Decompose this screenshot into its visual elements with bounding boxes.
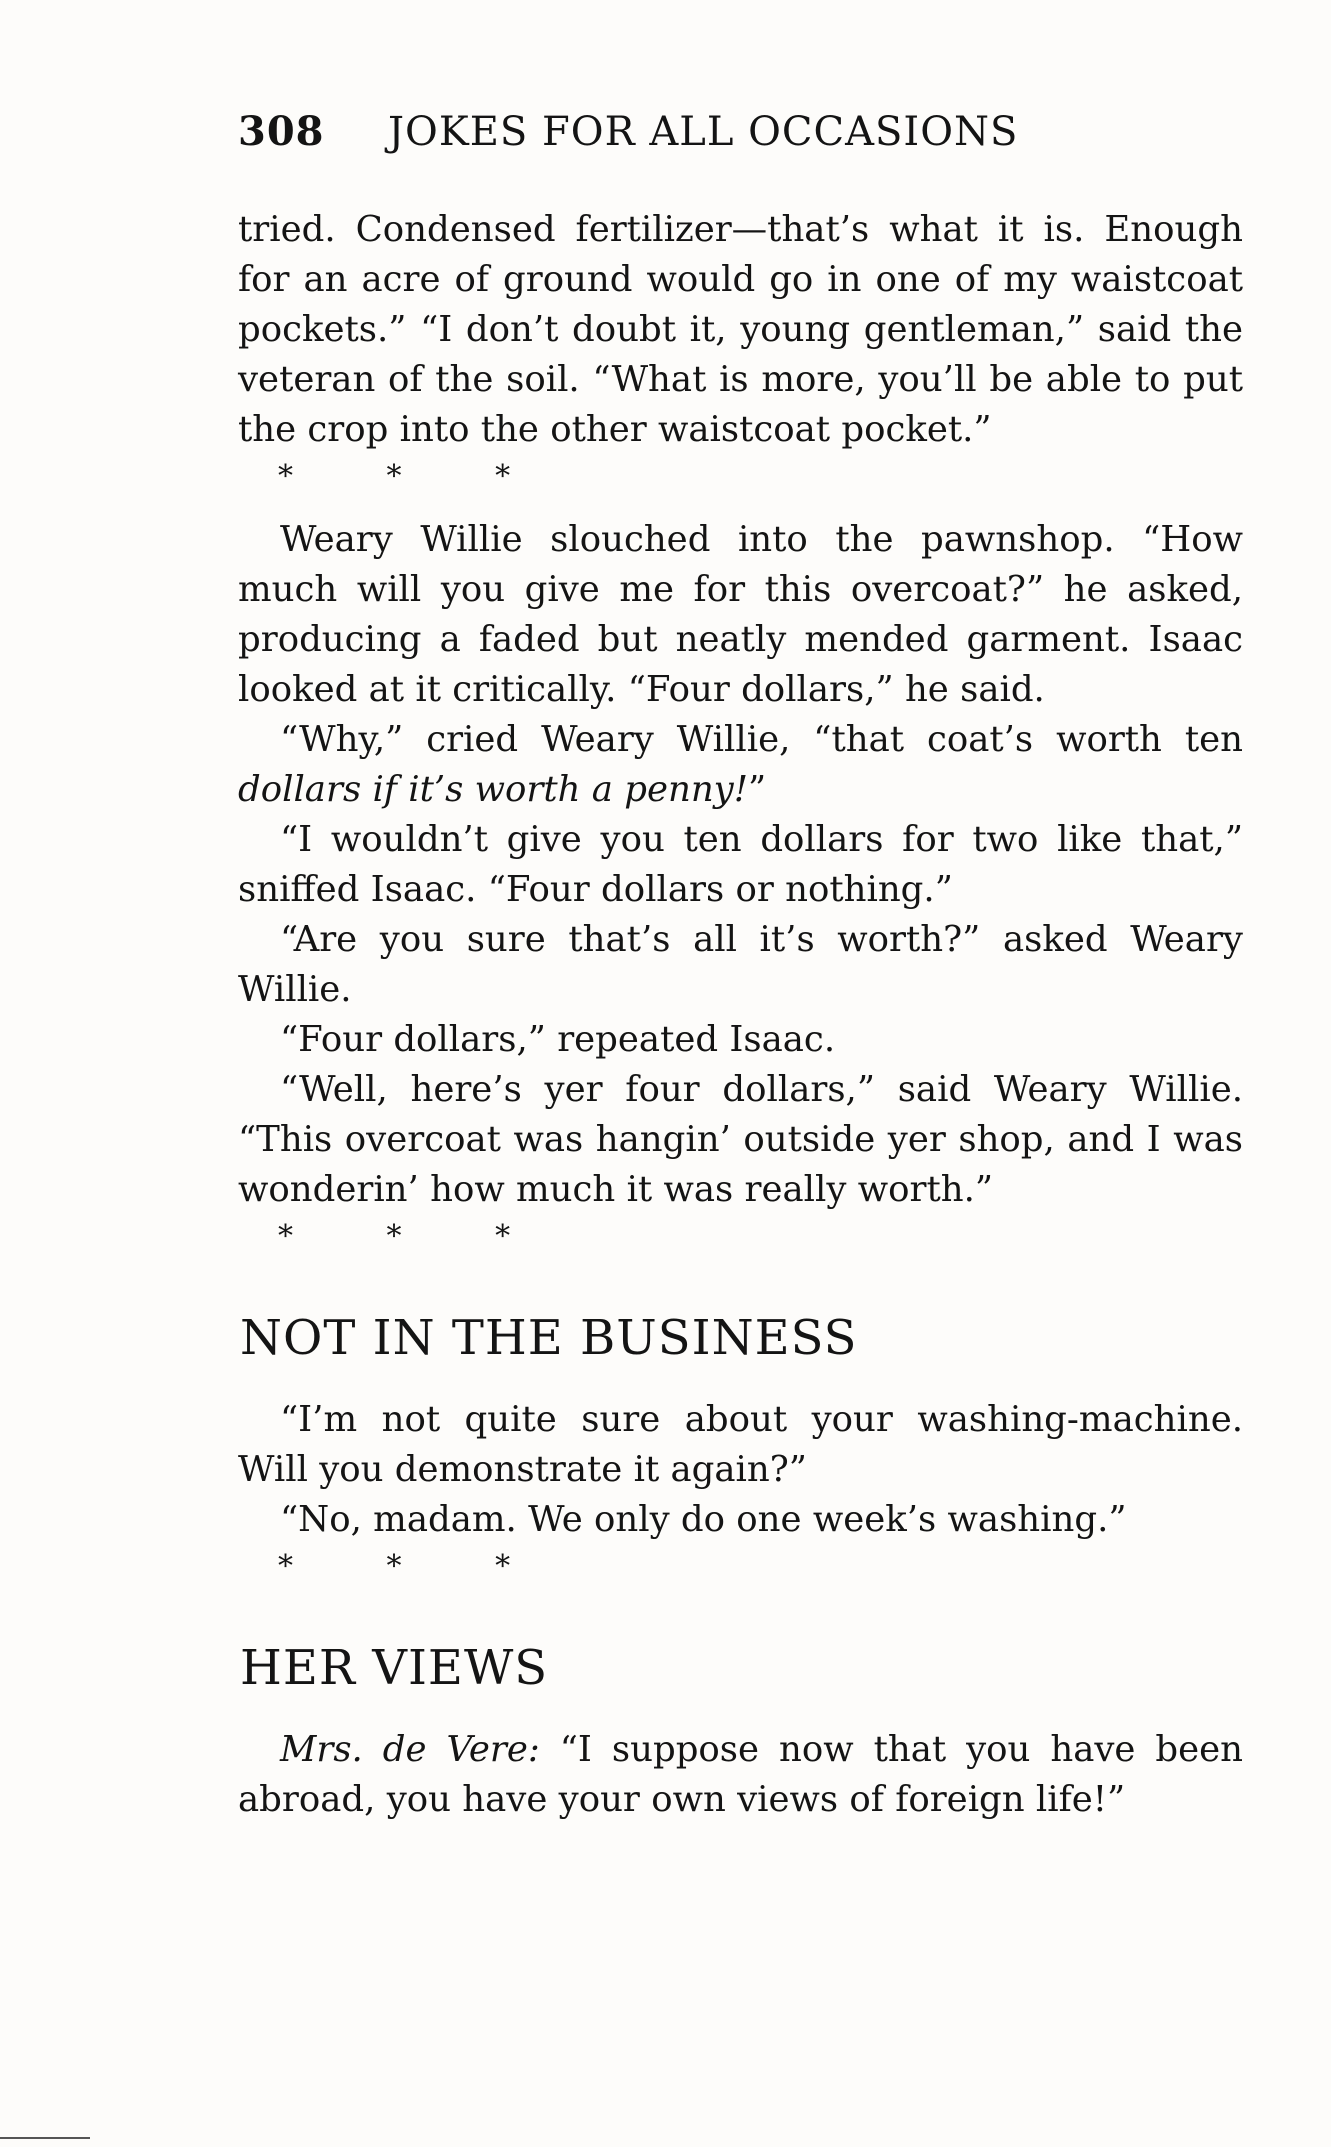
section-separator: * * * xyxy=(278,1219,553,1254)
running-title: JOKES FOR ALL OCCASIONS xyxy=(388,109,1019,155)
paragraph: “I wouldn’t give you ten dollars for two like that,” sniffed Isaac. “Four dollars or nothing.” xyxy=(238,819,1243,910)
text-block-pawnshop xyxy=(238,515,1243,1257)
section-heading: NOT IN THE BUSINESS xyxy=(240,1310,858,1366)
page-number: 308 xyxy=(238,108,325,155)
paragraph: “No, madam. We only do one week’s washing.” xyxy=(280,1499,1127,1540)
section-separator: * * * xyxy=(278,1549,553,1584)
section-heading: HER VIEWS xyxy=(240,1640,549,1696)
paragraph: “Four dollars,” repeated Isaac. xyxy=(280,1019,836,1060)
paragraph: “Well, here’s yer four dollars,” said Weary Willie. “This overcoat was hangin’ outside yer shop, and I was wonderin’ how much it was really worth.” xyxy=(238,1069,1243,1210)
section-separator: * * * xyxy=(278,459,553,494)
text-block-fertilizer xyxy=(238,205,1243,497)
paragraph: Weary Willie slouched into the pawnshop. “How much will you give me for this overcoat?” he asked, producing a faded but neatly mended garment. Isaac looked at it critically. “Four dollars,” he said. xyxy=(238,519,1243,710)
scan-edge-line xyxy=(0,2137,90,2139)
text-block-her-views xyxy=(238,1725,1243,1825)
paragraph: “I’m not quite sure about your washing-machine. Will you demonstrate it again?” xyxy=(238,1399,1243,1490)
running-header xyxy=(238,108,1238,155)
paragraph: “Are you sure that’s all it’s worth?” asked Weary Willie. xyxy=(238,919,1243,1010)
paragraph: Mrs. de Vere: “I suppose now that you have been abroad, you have your own views of foreign life!” xyxy=(238,1729,1244,1820)
paragraph: tried. Condensed fertilizer—that’s what it is. Enough for an acre of ground would go in one of my waistcoat pockets.” “I don’t doubt it, young gentleman,” said the veteran of the soil. “What is more, you’ll be able to put the crop into the other waistcoat pocket.” xyxy=(238,209,1243,450)
text-block-washing-machine xyxy=(238,1395,1243,1587)
speaker-name: Mrs. de Vere: xyxy=(280,1729,540,1770)
paragraph: “Why,” cried Weary Willie, “that coat’s worth ten dollars if it’s worth a penny!” xyxy=(238,719,1243,810)
